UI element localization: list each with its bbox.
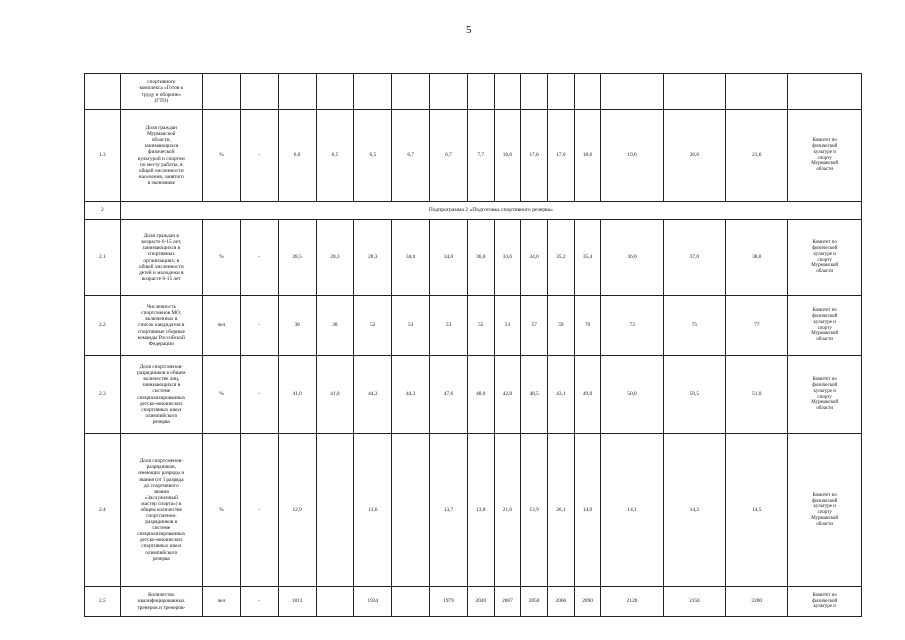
value-cell: 50,5 (663, 356, 725, 434)
value-cell: 49,0 (574, 356, 601, 434)
value-cell: 2066 (548, 587, 575, 617)
value-cell: 1979 (430, 587, 468, 617)
value-cell: 59 (548, 296, 575, 356)
unit-cell: чел (202, 296, 240, 356)
value-cell: 13,9 (521, 434, 548, 587)
value-cell: 73 (601, 296, 663, 356)
value-cell: 50,0 (601, 356, 663, 434)
value-cell: 28,3 (354, 220, 392, 296)
responsible-cell (788, 74, 862, 110)
table-row (85, 434, 862, 587)
unit-cell (202, 74, 240, 110)
value-cell (316, 74, 354, 110)
value-cell: 44,3 (354, 356, 392, 434)
value-cell: 16,6 (494, 110, 521, 202)
value-cell: 34,0 (430, 220, 468, 296)
value-cell: 35,4 (574, 220, 601, 296)
value-cell (574, 74, 601, 110)
value-cell: 34,0 (392, 220, 430, 296)
value-cell: 36,0 (467, 220, 494, 296)
value-cell: 1934 (354, 587, 392, 617)
value-cell: 1813 (278, 587, 316, 617)
mark-cell: - (240, 356, 278, 434)
value-cell: 14,1 (601, 434, 663, 587)
table-row (85, 74, 862, 110)
value-cell: 6,5 (354, 110, 392, 202)
value-cell (316, 587, 354, 617)
value-cell: 2120 (601, 587, 663, 617)
value-cell: 7,7 (467, 110, 494, 202)
value-cell: 38 (316, 296, 354, 356)
value-cell: 26,1 (548, 434, 575, 587)
value-cell: 2200 (726, 587, 788, 617)
value-cell: 42,8 (494, 356, 521, 434)
value-cell (521, 74, 548, 110)
value-cell (392, 587, 430, 617)
value-cell: 13,7 (430, 434, 468, 587)
value-cell: 43,1 (548, 356, 575, 434)
value-cell: 13,6 (354, 434, 392, 587)
indicator-name: Доля граждан в возрасте 6-15 лет, занимающихся в спортивных организациях, в общей численности детей и молодежи в возрасте 6-15 лет (120, 220, 202, 296)
row-number (85, 74, 121, 110)
indicator-name: спортивного комплекса «Готов к труду и обороне» (ГТО) (120, 74, 202, 110)
table-row (85, 110, 862, 202)
value-cell: 19,6 (601, 110, 663, 202)
value-cell: 77 (726, 296, 788, 356)
table-row (85, 587, 862, 617)
unit-cell: % (202, 220, 240, 296)
value-cell: 52 (354, 296, 392, 356)
value-cell: 36,0 (601, 220, 663, 296)
value-cell: 18,6 (574, 110, 601, 202)
responsible-cell: Комитет по физической культуре и спорту Мурманской области (788, 434, 862, 587)
value-cell: 21,6 (726, 110, 788, 202)
value-cell: 2050 (521, 587, 548, 617)
row-number: 2.4 (85, 434, 121, 587)
indicator-table (84, 73, 862, 617)
value-cell (467, 74, 494, 110)
row-number: 2.5 (85, 587, 121, 617)
value-cell: 53 (494, 296, 521, 356)
indicator-name: Численность спортсменов МО, включенных в список кандидатов в спортивные сборные команды Российской Федерации (120, 296, 202, 356)
value-cell (726, 74, 788, 110)
value-cell: 28,5 (278, 220, 316, 296)
responsible-cell: Комитет по физической культуре и спорту Мурманской области (788, 356, 862, 434)
unit-cell: % (202, 434, 240, 587)
value-cell: 35,2 (548, 220, 575, 296)
value-cell: 34,0 (521, 220, 548, 296)
row-number: 2.1 (85, 220, 121, 296)
value-cell: 2090 (574, 587, 601, 617)
unit-cell: % (202, 110, 240, 202)
value-cell: 17,0 (548, 110, 575, 202)
value-cell: 12,9 (278, 434, 316, 587)
section-number: 2 (85, 202, 121, 220)
value-cell (316, 434, 354, 587)
section-title: Подпрограмма 2 «Подготовка спортивного резерва» (120, 202, 861, 220)
value-cell (663, 74, 725, 110)
value-cell: 48,0 (467, 356, 494, 434)
value-cell: 47,6 (430, 356, 468, 434)
responsible-cell: Комитет по физической культуре и (788, 587, 862, 617)
value-cell: 20,6 (663, 110, 725, 202)
value-cell: 53 (392, 296, 430, 356)
value-cell: 14,0 (574, 434, 601, 587)
mark-cell: - (240, 587, 278, 617)
value-cell: 2020 (467, 587, 494, 617)
value-cell: 41,0 (278, 356, 316, 434)
responsible-cell: Комитет по физической культуре и спорту Мурманской области (788, 110, 862, 202)
value-cell (601, 74, 663, 110)
mark-cell (240, 74, 278, 110)
table-row (85, 220, 862, 296)
value-cell: 55 (467, 296, 494, 356)
value-cell: 14,2 (663, 434, 725, 587)
mark-cell: - (240, 220, 278, 296)
value-cell: 6,7 (430, 110, 468, 202)
value-cell (278, 74, 316, 110)
value-cell: 57 (521, 296, 548, 356)
value-cell: 2007 (494, 587, 521, 617)
value-cell: 2150 (663, 587, 725, 617)
value-cell (392, 74, 430, 110)
value-cell: 13,8 (467, 434, 494, 587)
indicator-name: Доля спортсменов- разрядников, имеющих разряды и звания (от I разряда до спортивного звания «Заслуженный мастер спорта») в общем количестве спортсменов- разрядников в системе специализированных детско-юношеских спортивных школ олимпийского резерва (120, 434, 202, 587)
value-cell: 33,6 (494, 220, 521, 296)
value-cell: 38,0 (726, 220, 788, 296)
value-cell: 6,7 (392, 110, 430, 202)
responsible-cell: Комитет по физической культуре и спорту Мурманской области (788, 220, 862, 296)
row-number: 1.3 (85, 110, 121, 202)
indicator-name: Доля спортсменов- разрядников в общем количестве лиц, занимающихся в системе специализированных детско-юношеских спортивных школ олимпийского резерва (120, 356, 202, 434)
value-cell: 70 (574, 296, 601, 356)
mark-cell: - (240, 110, 278, 202)
value-cell (548, 74, 575, 110)
page-number: 5 (466, 24, 472, 36)
value-cell: 28,3 (316, 220, 354, 296)
value-cell: 21,6 (494, 434, 521, 587)
table-row (85, 296, 862, 356)
value-cell: 48,5 (521, 356, 548, 434)
indicator-name: Доля граждан Мурманской области, занимающихся физической культурой и спортом по месту работы, в общей численности населения, занятого в экономике (120, 110, 202, 202)
value-cell: 37,0 (663, 220, 725, 296)
value-cell (392, 434, 430, 587)
value-cell (354, 74, 392, 110)
value-cell (494, 74, 521, 110)
row-number: 2.3 (85, 356, 121, 434)
mark-cell: - (240, 296, 278, 356)
value-cell: 51,0 (726, 356, 788, 434)
responsible-cell: Комитет по физической культуре и спорту Мурманской области (788, 296, 862, 356)
unit-cell: % (202, 356, 240, 434)
value-cell: 6,0 (278, 110, 316, 202)
value-cell: 41,0 (316, 356, 354, 434)
value-cell: 53 (430, 296, 468, 356)
row-number: 2.2 (85, 296, 121, 356)
value-cell: 14,5 (726, 434, 788, 587)
mark-cell: - (240, 434, 278, 587)
section-row (85, 202, 862, 220)
unit-cell: чел (202, 587, 240, 617)
indicator-name: Количество квалифицированных тренеров и тренеров- (120, 587, 202, 617)
value-cell: 17,6 (521, 110, 548, 202)
value-cell: 6,5 (316, 110, 354, 202)
value-cell: 38 (278, 296, 316, 356)
value-cell: 44,3 (392, 356, 430, 434)
table-row (85, 356, 862, 434)
value-cell (430, 74, 468, 110)
value-cell: 75 (663, 296, 725, 356)
